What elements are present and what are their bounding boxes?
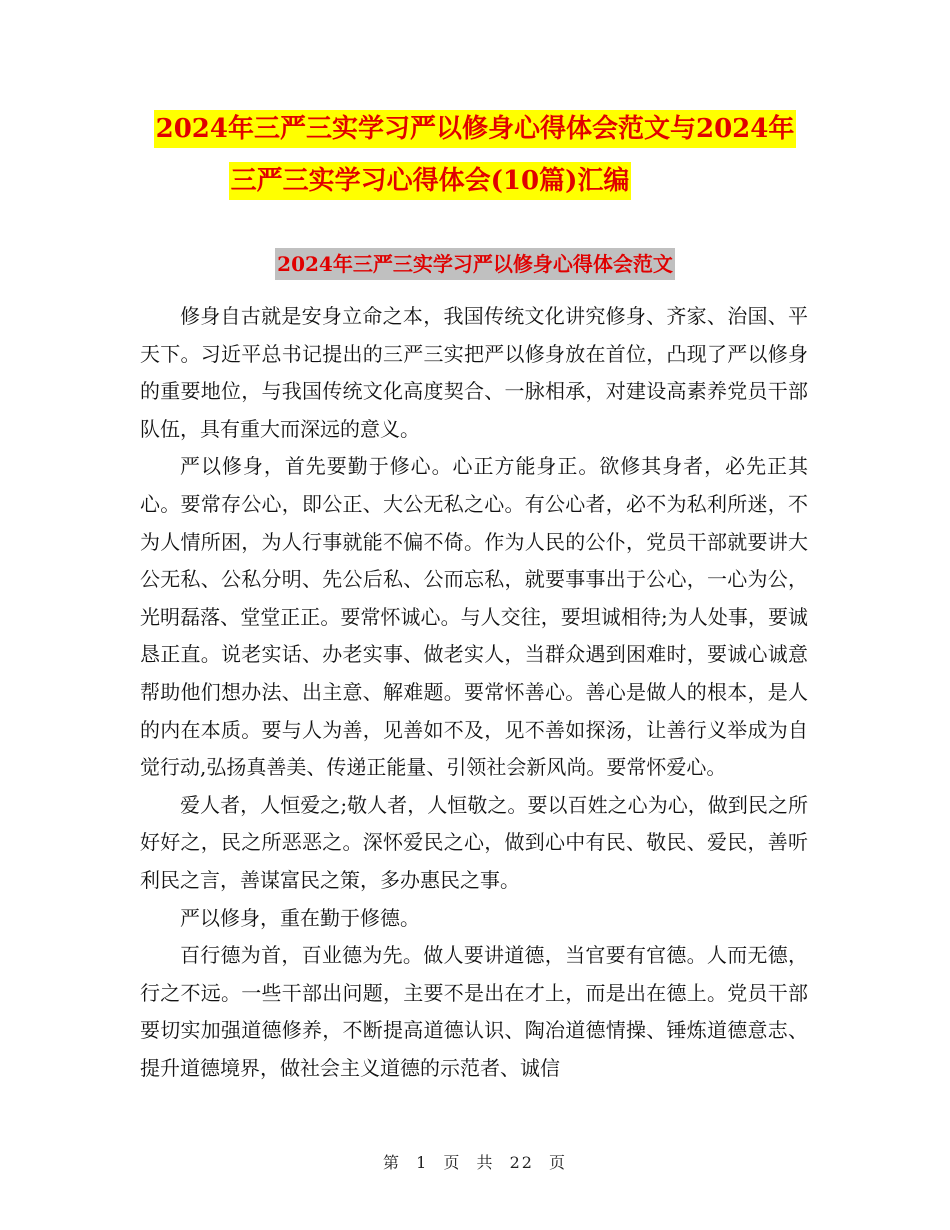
title-line-2: 三严三实学习心得体会(10篇)汇编 xyxy=(229,162,632,200)
page-total: 22 xyxy=(509,1153,534,1172)
paragraph: 严以修身，首先要勤于修心。心正方能身正。欲修其身者，必先正其心。要常存公心，即公正、大公无私之心。有公心者，必不为私利所迷，不为人情所困，为人行事就能不偏不倚。作为人民的公仆，党员干部就要讲大公无私、公私分明、先公后私、公而忘私，就要事事出于公心，一心为公，光明磊落、堂堂正正。要常怀诚心。与人交往，要坦诚相待;为人处事，要诚恳正直。说老实话、办老实事、做老实人，当群众遇到困难时，要诚心诚意帮助他们想办法、出主意、解难题。要常怀善心。善心是做人的根本，是人的内在本质。要与人为善，见善如不及，见不善如探汤，让善行义举成为自觉行动,弘扬真善美、传递正能量、引领社会新风尚。要常怀爱心。 xyxy=(140,454,808,780)
paragraph: 爱人者，人恒爱之;敬人者，人恒敬之。要以百姓之心为心，做到民之所好好之，民之所恶恶之。深怀爱民之心，做到心中有民、敬民、爱民，善听利民之言，善谋富民之策，多办惠民之事。 xyxy=(140,792,808,892)
paragraph: 修身自古就是安身立命之本，我国传统文化讲究修身、齐家、治国、平天下。习近平总书记提出的三严三实把严以修身放在首位，凸现了严以修身的重要地位，与我国传统文化高度契合、一脉相承，对建设高素养党员干部队伍，具有重大而深远的意义。 xyxy=(140,304,808,441)
section-heading-wrap xyxy=(0,248,950,280)
document-title xyxy=(0,110,950,214)
footer-prefix: 第 xyxy=(382,1153,401,1172)
footer-suffix: 页 xyxy=(549,1153,568,1172)
paragraph: 百行德为首，百业德为先。做人要讲道德，当官要有官德。人而无德，行之不远。一些干部出问题，主要不是出在才上，而是出在德上。党员干部要切实加强道德修养，不断提高道德认识、陶冶道德情操、锤炼道德意志、提升道德境界，做社会主义道德的示范者、诚信 xyxy=(140,943,808,1080)
section-heading: 2024年三严三实学习严以修身心得体会范文 xyxy=(275,248,675,280)
page-footer xyxy=(0,1150,950,1173)
body-text xyxy=(140,298,808,1087)
page-number: 1 xyxy=(416,1153,429,1172)
footer-mid: 页 xyxy=(443,1153,462,1172)
footer-total-prefix: 共 xyxy=(476,1153,495,1172)
title-line-1: 2024年三严三实学习严以修身心得体会范文与2024年 xyxy=(154,110,797,148)
paragraph: 严以修身，重在勤于修德。 xyxy=(180,905,420,930)
